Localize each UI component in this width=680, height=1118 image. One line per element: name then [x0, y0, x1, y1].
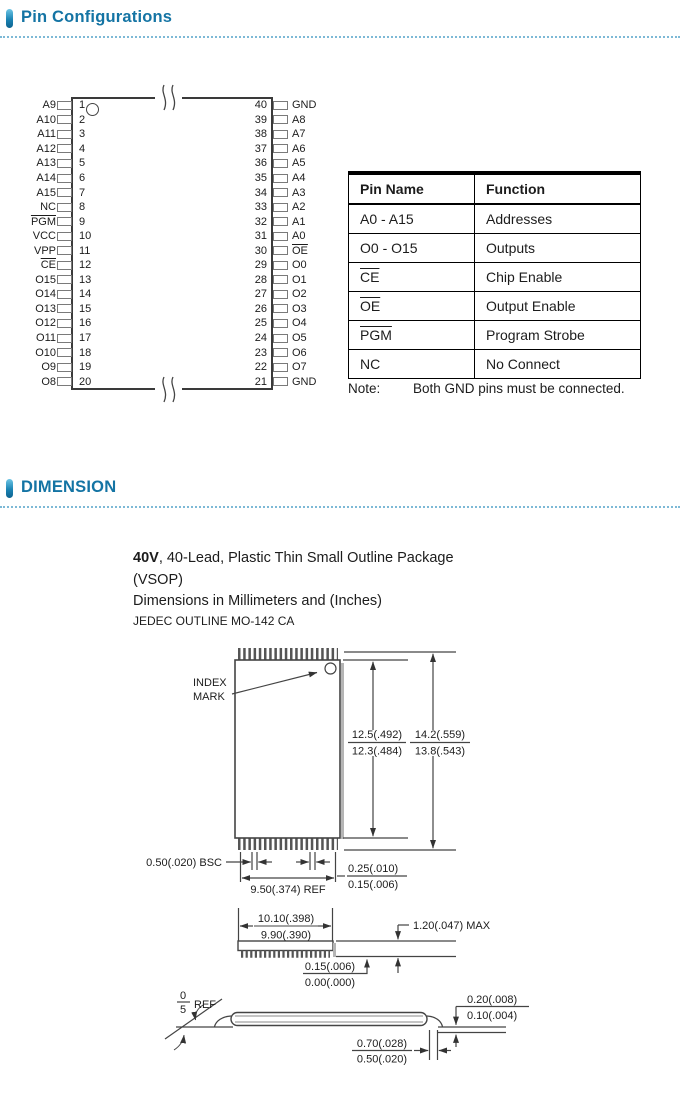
- pin-number: 20: [79, 375, 92, 388]
- pin-box: [57, 159, 72, 168]
- pin-label: VCC: [32, 230, 56, 243]
- pin-number: 28: [254, 273, 267, 286]
- table-row: [349, 234, 641, 263]
- pin-name-cell: [349, 321, 475, 350]
- pin-row: [245, 113, 316, 128]
- pin-row: [245, 214, 316, 229]
- pin-number: 8: [79, 201, 86, 214]
- pin-row: [245, 273, 316, 288]
- pin-row: [245, 374, 316, 389]
- foot-angle-min: 0: [179, 990, 187, 1002]
- pin-number: 40: [254, 99, 267, 112]
- pin-box: [273, 203, 288, 212]
- function-cell: Output Enable: [475, 292, 641, 321]
- pin-row: [245, 229, 316, 244]
- lead-thickness-max: 0.20(.008): [467, 994, 518, 1006]
- lead-thickness-min: 0.10(.004): [467, 1010, 518, 1022]
- pin-label: A1: [292, 215, 306, 228]
- pin-row: [23, 287, 91, 302]
- pin-number: 2: [79, 113, 86, 126]
- pin-name-cell: [349, 292, 475, 321]
- pin-box: [57, 188, 72, 197]
- foot-length-min: 0.50(.020): [356, 1053, 408, 1066]
- pin-number: 16: [79, 317, 92, 330]
- pin-box: [57, 348, 72, 357]
- pin-row: [245, 345, 316, 360]
- pin-box: [57, 275, 72, 284]
- pin-label: O8: [41, 375, 56, 388]
- table-row: [349, 350, 641, 379]
- note-label: Note:: [348, 381, 381, 396]
- pin-label: O15: [35, 273, 56, 286]
- pin-number: 38: [254, 128, 267, 141]
- pin-number: 30: [254, 244, 267, 257]
- pin-row: [23, 185, 91, 200]
- pin-row: [23, 229, 91, 244]
- pin-label: GND: [292, 375, 317, 388]
- package-title-line2: (VSOP): [133, 571, 183, 588]
- pin-row: [23, 156, 91, 171]
- pin-row: [23, 200, 91, 215]
- pin-box: [57, 290, 72, 299]
- pin-name-cell: [349, 263, 475, 292]
- pin-box: [273, 144, 288, 153]
- pin-box: [273, 115, 288, 124]
- pin-row: [245, 185, 316, 200]
- pin-label: $\overline{OE}$: [292, 244, 308, 257]
- pin-box: [57, 174, 72, 183]
- right-lead-foot: [427, 1016, 443, 1027]
- pin-label: O9: [41, 361, 56, 374]
- index-mark-label: INDEX: [193, 677, 227, 689]
- pin-row: [23, 98, 91, 113]
- pin-number: 21: [254, 375, 267, 388]
- pin-row: [23, 258, 91, 273]
- pin-config-section-header: [0, 8, 680, 32]
- pin-box: [273, 377, 288, 386]
- pin-number: 10: [79, 230, 92, 243]
- pin-row: [23, 142, 91, 157]
- function-cell: Addresses: [475, 204, 641, 234]
- pin-label: A0: [292, 230, 306, 243]
- package-body-top-view: [235, 660, 340, 838]
- pin-box: [273, 101, 288, 110]
- jedec-outline-line: JEDEC OUTLINE MO-142 CA: [133, 613, 295, 628]
- foot-length-max: 0.70(.028): [356, 1038, 408, 1050]
- pin-label: A8: [292, 113, 306, 126]
- pin-row: [245, 200, 316, 215]
- pin-number: 1: [79, 99, 86, 112]
- pin-row: [245, 287, 316, 302]
- pin-number: 33: [254, 201, 267, 214]
- pin-box: [57, 101, 72, 110]
- pin-number: 7: [79, 186, 86, 199]
- pin-number: 32: [254, 215, 267, 228]
- pin-number: 9: [79, 215, 86, 228]
- pin-box: [57, 319, 72, 328]
- pin-number: 22: [254, 361, 267, 374]
- pin-box: [273, 188, 288, 197]
- note-text: Both GND pins must be connected.: [413, 381, 625, 396]
- body-length-max: 12.5(.492): [351, 729, 403, 741]
- package-top-view: [226, 652, 470, 882]
- pin-label: O3: [292, 302, 307, 315]
- column-header-function: Function: [475, 173, 641, 204]
- pin-box: [57, 130, 72, 139]
- pin-label: O12: [35, 317, 56, 330]
- pin-number: 15: [79, 302, 92, 315]
- section-dotted-rule: [0, 506, 680, 508]
- lead-width-max: 0.25(.010): [348, 863, 399, 875]
- pin-box: [273, 348, 288, 357]
- pin-label: O11: [36, 332, 56, 345]
- pin-label: A10: [36, 113, 56, 126]
- pin-row: [245, 331, 316, 346]
- pin-row: [23, 127, 91, 142]
- pin-row: [23, 316, 91, 331]
- pin-label: A9: [42, 99, 56, 112]
- pin-row: [245, 127, 316, 142]
- pin-column-right: [245, 98, 316, 389]
- pin-label: O13: [35, 302, 56, 315]
- pin-number: 3: [79, 128, 86, 141]
- pin-row: [245, 302, 316, 317]
- pin-label: A7: [292, 128, 306, 141]
- pin-label: A14: [36, 172, 56, 184]
- pin-box: [57, 304, 72, 313]
- pin-column-left: [23, 98, 91, 389]
- pin-box: [273, 159, 288, 168]
- pin-box: [273, 261, 288, 270]
- pin-number: 18: [79, 346, 92, 359]
- pin-number: 19: [79, 361, 92, 374]
- lead-pitch-label: 0.50(.020) BSC: [146, 857, 222, 869]
- pin-name-text: A0 - A15: [360, 211, 414, 227]
- pin-box: [57, 261, 72, 270]
- overall-length-min: 13.8(.543): [414, 745, 466, 758]
- pin-box: [273, 275, 288, 284]
- pin-label: A4: [292, 172, 306, 184]
- pin-name-text: NC: [360, 356, 381, 372]
- section-bullet-icon: [6, 9, 13, 28]
- pin-row: [245, 171, 316, 186]
- pin-row: [23, 171, 91, 186]
- pin-label: $\overline{PGM}$: [30, 215, 56, 228]
- pin-label: O5: [292, 332, 307, 345]
- section-bullet-icon: [6, 479, 13, 498]
- function-cell: No Connect: [475, 350, 641, 379]
- pin-row: [245, 156, 316, 171]
- pin-number: 31: [254, 230, 267, 243]
- pin-label: A2: [292, 201, 306, 214]
- pin-label: A3: [292, 186, 306, 199]
- pin-box: [273, 290, 288, 299]
- pin-label: O4: [292, 317, 307, 330]
- pin-row: [23, 113, 91, 128]
- table-row: [349, 263, 641, 292]
- pin-row: [23, 214, 91, 229]
- pin-number: 35: [254, 172, 267, 184]
- standoff-max: 0.15(.006): [304, 961, 356, 973]
- pin-box: [273, 174, 288, 183]
- pin-row: [245, 243, 316, 258]
- pin-number: 14: [79, 288, 92, 301]
- function-cell: Program Strobe: [475, 321, 641, 350]
- pin-label: A13: [36, 157, 56, 170]
- pin-label: $\overline{CE}$: [40, 259, 56, 272]
- pin-label: A6: [292, 142, 306, 155]
- pin-box: [273, 232, 288, 241]
- index-mark-circle: [325, 663, 336, 674]
- package-side-view: [165, 999, 529, 1060]
- chip-body-outline: [71, 97, 273, 390]
- pin-row: [23, 302, 91, 317]
- section-title: Pin Configurations: [21, 8, 173, 26]
- pin-number: 26: [254, 302, 267, 315]
- pin-box: [57, 203, 72, 212]
- pin-number: 29: [254, 259, 267, 272]
- pin-name-text: $\overline{PGM}$: [360, 327, 392, 343]
- function-cell: Outputs: [475, 234, 641, 263]
- package-body-side-view: [231, 1013, 427, 1026]
- pin-label: O1: [292, 273, 307, 286]
- pin-label: O2: [292, 288, 307, 301]
- pin-label: O14: [35, 288, 56, 301]
- pin-row: [245, 142, 316, 157]
- pin-row: [245, 258, 316, 273]
- pin-number: 13: [79, 273, 92, 286]
- pin-number: 36: [254, 157, 267, 170]
- table-row: [349, 321, 641, 350]
- pin-box: [57, 144, 72, 153]
- pin-number: 6: [79, 172, 86, 184]
- pin-box: [57, 377, 72, 386]
- package-title-line1: [133, 548, 454, 570]
- pin-box: [273, 304, 288, 313]
- section-title: DIMENSION: [21, 478, 117, 496]
- pin-name-cell: [349, 234, 475, 263]
- pin-box: [57, 363, 72, 372]
- pin-row: [23, 273, 91, 288]
- pin-label: A12: [36, 142, 56, 155]
- pin-name-text: $\overline{CE}$: [360, 269, 380, 285]
- pin-number: 23: [254, 346, 267, 359]
- pin-number: 5: [79, 157, 86, 170]
- pin-box: [57, 246, 72, 255]
- pin-label: NC: [40, 201, 56, 214]
- pin-box: [57, 334, 72, 343]
- package-dimension-drawing: [0, 630, 680, 1100]
- pin-row: [23, 243, 91, 258]
- pin-row: [245, 360, 316, 375]
- pin-number: 17: [79, 332, 92, 345]
- standoff-min: 0.00(.000): [304, 977, 356, 989]
- section-dotted-rule: [0, 36, 680, 38]
- side-view-labels: [180, 990, 517, 1066]
- body-width-min: 9.90(.390): [260, 929, 312, 942]
- lead-width-min: 0.15(.006): [348, 879, 399, 891]
- foot-angle-ref: REF: [194, 999, 216, 1011]
- lead-span-ref-label: 9.50(.374) REF: [250, 884, 326, 896]
- pin-label: A5: [292, 157, 306, 170]
- pin-box: [273, 334, 288, 343]
- pin-function-table: [348, 171, 641, 379]
- pin-row: [23, 331, 91, 346]
- package-code: 40V: [133, 550, 159, 566]
- pin-name-cell: [349, 204, 475, 234]
- pin-number: 24: [254, 332, 267, 345]
- pin-number: 12: [79, 259, 92, 272]
- pin-number: 4: [79, 142, 86, 155]
- foot-angle-max: 5: [179, 1004, 187, 1016]
- pin-box: [273, 246, 288, 255]
- pin-box: [273, 319, 288, 328]
- pin-box: [273, 217, 288, 226]
- body-width-max: 10.10(.398): [257, 913, 315, 925]
- pin-number: 39: [254, 113, 267, 126]
- function-cell: Chip Enable: [475, 263, 641, 292]
- index-mark-label: MARK: [193, 691, 225, 703]
- column-header-pin-name: Pin Name: [349, 173, 475, 204]
- pin-box: [57, 115, 72, 124]
- pin-name-text: O0 - O15: [360, 240, 418, 256]
- pin-label: VPP: [33, 244, 56, 257]
- pin-label: O7: [292, 361, 307, 374]
- pin-label: A11: [37, 128, 56, 141]
- height-max-label: 1.20(.047) MAX: [413, 920, 491, 932]
- pin-label: O10: [35, 346, 56, 359]
- pin-number: 34: [254, 186, 267, 199]
- pin-label: O0: [292, 259, 307, 272]
- pin-number: 37: [254, 142, 267, 155]
- pin-name-text: $\overline{OE}$: [360, 298, 381, 314]
- pin-label: GND: [292, 99, 317, 112]
- pin-box: [57, 217, 72, 226]
- pin-row: [23, 374, 91, 389]
- pin-row: [23, 345, 91, 360]
- pin-label: O6: [292, 346, 307, 359]
- pin-box: [273, 130, 288, 139]
- pin-number: 11: [79, 244, 91, 257]
- overall-length-max: 14.2(.559): [414, 729, 466, 741]
- break-mark-top: [148, 83, 188, 113]
- package-title-rest: , 40-Lead, Plastic Thin Small Outline Package: [158, 550, 454, 566]
- body-length-min: 12.3(.484): [351, 745, 403, 758]
- package-title-block: [133, 548, 454, 629]
- pin-row: [245, 98, 316, 113]
- table-row: [349, 204, 641, 234]
- pin-box: [57, 232, 72, 241]
- table-header-row: [349, 173, 641, 204]
- pin-name-cell: [349, 350, 475, 379]
- pin-number: 25: [254, 317, 267, 330]
- table-row: [349, 292, 641, 321]
- pin-row: [23, 360, 91, 375]
- pin-box: [273, 363, 288, 372]
- left-lead-foot: [215, 1016, 232, 1027]
- pin-row: [245, 316, 316, 331]
- pin-label: A15: [36, 186, 56, 199]
- dimension-section-header: [0, 478, 680, 502]
- package-title-line3: Dimensions in Millimeters and (Inches): [133, 593, 382, 609]
- break-mark-bottom: [148, 374, 188, 404]
- package-body-front-view: [238, 941, 333, 951]
- pin-number: 27: [254, 288, 267, 301]
